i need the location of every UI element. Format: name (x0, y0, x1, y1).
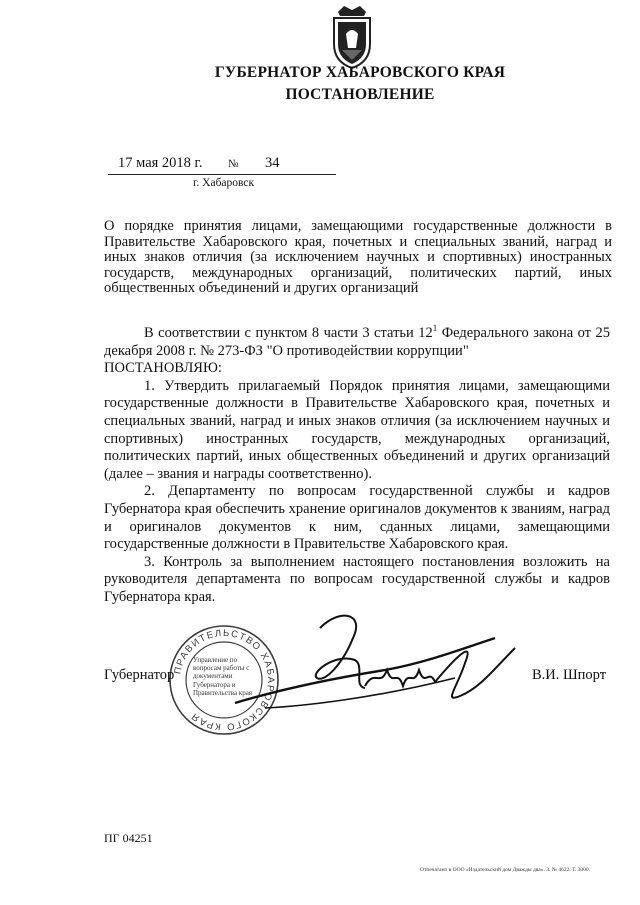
document-number: 34 (265, 155, 280, 171)
preamble-text: В соответствии с пунктом 8 части 3 статьи 12 (144, 325, 433, 341)
document-body (104, 325, 610, 607)
form-code: ПГ 04251 (104, 831, 153, 845)
document-title: О порядке принятия лицами, замещающими государственные должности в Правительстве Хабаровского края, почетных и специальных званий, наград и иных знаков отличия (за исключением научных и спортивных) иностранных государств, международных организаций, политических партий, иных общественных объединений и других организаций (104, 218, 612, 297)
item-2: 2. Департаменту по вопросам государственной службы и кадров Губернатора края обеспечить хранение оригиналов документов к званиям, наград и оригиналов документов к ним, сданных лицами, замещающими государственные должности в Правительстве Хабаровского края. (104, 483, 610, 553)
decree-word: ПОСТАНОВЛЯЮ: (104, 360, 222, 377)
document-type: ПОСТАНОВЛЕНИЕ (285, 86, 435, 103)
city-name: г. Хабаровск (193, 177, 255, 189)
signatory-name: В.И. Шпорт (532, 667, 607, 683)
preamble-text-cont: Федерального закона от 25 декабря 2008 г. № 273-ФЗ "О противодействии коррупции" (104, 325, 610, 359)
item-1: 1. Утвердить прилагаемый Порядок принятия лицами, замещающими государственные должности в Правительстве Хабаровского края, почетных и специальных званий, наград и иных знаков отличия (за исключением научных и спортивных) иностранных государств, международных организаций, политических партий, иных общественных объединений и других организаций (далее – звания и награды соответственно). (104, 377, 610, 482)
stamp-inner-text: Управление по вопросам работы с документами Губернатора и Правительства края (193, 656, 253, 697)
stamp-ring-text: ПРАВИТЕЛЬСТВО ХАБАРОВСКОГО КРАЯ (172, 627, 277, 733)
date-underline (108, 174, 336, 175)
number-label: № (228, 158, 239, 170)
issuing-authority: ГУБЕРНАТОР ХАБАРОВСКОГО КРАЯ (214, 64, 506, 81)
article-superscript: 1 (432, 323, 438, 334)
handwritten-signature (225, 608, 525, 718)
signatory-position: Губернатор (104, 667, 175, 683)
coat-of-arms-emblem (326, 4, 378, 70)
document-date: 17 мая 2018 г. (118, 155, 203, 171)
item-3: 3. Контроль за выполнением настоящего постановления возложить на руководителя департамента по вопросам государственной службы и кадров Губернатора края. (104, 553, 610, 605)
printer-imprint: Отпечатано в ООО «Издательский дом Дважды два». З. № 4622. Т. 3000. (420, 867, 591, 873)
preamble (104, 325, 610, 360)
